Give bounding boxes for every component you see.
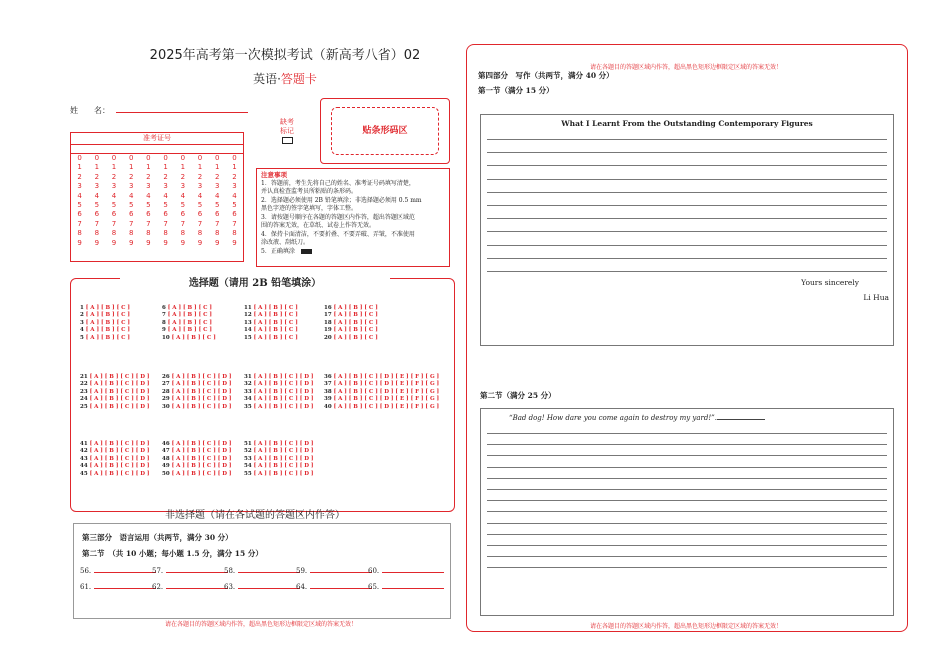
question-55[interactable]: 55 [ A ] [ B ] [ C ] [ D ] <box>244 470 314 477</box>
digit-bubble[interactable]: 3 <box>111 182 117 191</box>
digit-bubble[interactable]: 2 <box>146 172 151 181</box>
story-box[interactable] <box>480 408 894 616</box>
question-16[interactable]: 16 [ A ] [ B ] [ C ] <box>324 305 378 311</box>
digit-bubble[interactable]: 2 <box>128 172 134 181</box>
ticket-digit-column[interactable] <box>140 154 157 248</box>
question-20[interactable]: 20 [ A ] [ B ] [ C ] <box>324 334 378 341</box>
digit-bubble[interactable]: 6 <box>77 210 82 219</box>
question-39[interactable]: 39 [ A ] [ B ] [ C ] [ D ] [ E ] [ F ] [ G ] <box>324 396 440 403</box>
digit-bubble[interactable]: 7 <box>111 219 117 228</box>
story-prompt: “Bad dog! How dare you come again to destroy my yard!”. <box>509 413 765 422</box>
digit-bubble[interactable]: 3 <box>146 182 151 191</box>
digit-bubble[interactable]: 9 <box>180 238 186 247</box>
digit-bubble[interactable]: 5 <box>128 201 134 210</box>
writing-line[interactable] <box>487 152 887 153</box>
digit-bubble[interactable]: 2 <box>163 172 168 181</box>
essay-title: What I Learnt From the Outstanding Contemporary Figures <box>561 119 813 128</box>
digit-bubble[interactable]: 4 <box>163 191 168 200</box>
question-51[interactable]: 51 [ A ] [ B ] [ C ] [ D ] <box>244 441 314 447</box>
question-18[interactable]: 18 [ A ] [ B ] [ C ] <box>324 319 378 326</box>
ticket-label: 准考证号 <box>71 133 243 145</box>
digit-bubble[interactable]: 9 <box>197 238 203 247</box>
ticket-digit-column[interactable] <box>226 154 243 248</box>
digit-bubble[interactable]: 0 <box>197 154 203 162</box>
digit-bubble[interactable]: 4 <box>94 191 100 200</box>
ticket-digit-columns <box>71 154 243 248</box>
question-32[interactable]: 32 [ A ] [ B ] [ C ] [ D ] <box>244 381 314 388</box>
name-field[interactable] <box>116 104 248 113</box>
blank-line[interactable] <box>310 582 372 589</box>
digit-bubble[interactable]: 6 <box>163 210 168 219</box>
question-21[interactable]: 21 [ A ] [ B ] [ C ] [ D ] <box>80 374 150 380</box>
question-36[interactable]: 36 [ A ] [ B ] [ C ] [ D ] [ E ] [ F ] [ G ] <box>324 374 440 380</box>
question-17[interactable]: 17 [ A ] [ B ] [ C ] <box>324 312 378 319</box>
ticket-write-row[interactable] <box>71 145 243 154</box>
writing-line[interactable] <box>487 231 887 232</box>
digit-bubble[interactable]: 9 <box>77 238 82 247</box>
question-5[interactable]: 5 [ A ] [ B ] [ C ] <box>80 334 130 341</box>
digit-bubble[interactable]: 8 <box>163 229 168 238</box>
digit-bubble[interactable]: 3 <box>180 182 186 191</box>
digit-bubble[interactable]: 8 <box>232 229 237 238</box>
digit-bubble[interactable]: 0 <box>163 154 168 162</box>
writing-line[interactable] <box>487 467 887 468</box>
writing-line[interactable] <box>487 179 887 180</box>
signature: Li Hua <box>863 293 889 302</box>
question-1[interactable]: 1 [ A ] [ B ] [ C ] <box>80 305 130 311</box>
writing-line[interactable] <box>487 534 887 535</box>
digit-bubble[interactable]: 3 <box>77 182 82 191</box>
question-8[interactable]: 8 [ A ] [ B ] [ C ] <box>162 319 212 326</box>
writing-line[interactable] <box>487 139 887 140</box>
blank-line[interactable] <box>310 566 372 573</box>
writing-line[interactable] <box>487 511 887 512</box>
digit-bubble[interactable]: 4 <box>128 191 134 200</box>
instruction-line: 1．答题前，考生先将自己的姓名、准考证号码填写清楚， <box>261 179 415 187</box>
blank-line[interactable] <box>382 566 444 573</box>
digit-bubble[interactable]: 4 <box>232 191 237 200</box>
absence-checkbox[interactable] <box>282 137 293 144</box>
writing-line[interactable] <box>487 218 887 219</box>
digit-bubble[interactable]: 6 <box>146 210 151 219</box>
question-7[interactable]: 7 [ A ] [ B ] [ C ] <box>162 312 212 319</box>
blank-item[interactable]: 63. <box>224 582 300 591</box>
writing-line[interactable] <box>487 455 887 456</box>
digit-bubble[interactable]: 1 <box>214 163 220 172</box>
digit-bubble[interactable]: 7 <box>214 219 220 228</box>
right-warning-top: 请在各题目的答题区域内作答，超出黑色矩形边框限定区域的答案无效！ <box>589 64 782 71</box>
writing-line[interactable] <box>487 433 887 434</box>
blank-item[interactable]: 57. <box>152 566 228 575</box>
question-41[interactable]: 41 [ A ] [ B ] [ C ] [ D ] <box>80 441 150 447</box>
digit-bubble[interactable]: 6 <box>94 210 100 219</box>
writing-line[interactable] <box>487 245 887 246</box>
digit-bubble[interactable]: 6 <box>180 210 186 219</box>
digit-bubble[interactable]: 9 <box>128 238 134 247</box>
digit-bubble[interactable]: 2 <box>94 172 100 181</box>
mc-title: 选择题（请用 2B 铅笔填涂） <box>120 274 390 289</box>
blank-line[interactable] <box>166 582 228 589</box>
name-label: 姓 名： <box>70 106 110 115</box>
blank-item[interactable]: 56. <box>80 566 156 575</box>
blank-line[interactable] <box>94 582 156 589</box>
name-row <box>70 104 248 116</box>
question-25[interactable]: 25 [ A ] [ B ] [ C ] [ D ] <box>80 403 150 410</box>
writing-line[interactable] <box>487 567 887 568</box>
digit-bubble[interactable]: 8 <box>197 229 203 238</box>
digit-bubble[interactable]: 3 <box>232 182 237 191</box>
digit-bubble[interactable]: 3 <box>197 182 203 191</box>
part4-heading: 第四部分 写作（共两节，满分 40 分） <box>478 71 614 80</box>
blank-line[interactable] <box>382 582 444 589</box>
digit-bubble[interactable]: 6 <box>197 210 203 219</box>
question-34[interactable]: 34 [ A ] [ B ] [ C ] [ D ] <box>244 396 314 403</box>
writing-line[interactable] <box>487 556 887 557</box>
digit-bubble[interactable]: 7 <box>163 219 168 228</box>
digit-bubble[interactable]: 4 <box>77 191 82 200</box>
question-6[interactable]: 6 [ A ] [ B ] [ C ] <box>162 305 212 311</box>
instruction-line: 4．保持卡面清洁，不要折叠、不要弄破、弄皱，不准使用 <box>261 230 415 238</box>
question-52[interactable]: 52 [ A ] [ B ] [ C ] [ D ] <box>244 448 314 455</box>
digit-bubble[interactable]: 8 <box>146 229 151 238</box>
absence-label-1: 缺考 <box>280 118 294 126</box>
question-12[interactable]: 12 [ A ] [ B ] [ C ] <box>244 312 298 319</box>
instruction-line: 涂改液、刮纸刀。 <box>261 239 310 246</box>
ticket-digit-column[interactable] <box>123 154 140 248</box>
digit-bubble[interactable]: 3 <box>163 182 168 191</box>
instruction-line: 3．请按题号顺序在各题的答题区内作答，超出答题区域范 <box>261 213 415 221</box>
blank-line[interactable] <box>238 582 300 589</box>
digit-bubble[interactable]: 6 <box>232 210 237 219</box>
digit-bubble[interactable]: 7 <box>94 219 100 228</box>
question-47[interactable]: 47 [ A ] [ B ] [ C ] [ D ] <box>162 448 232 455</box>
instructions-heading: 注意事项 <box>261 171 287 179</box>
digit-bubble[interactable]: 3 <box>94 182 100 191</box>
barcode-area <box>320 98 450 164</box>
digit-bubble[interactable]: 0 <box>77 154 82 162</box>
question-53[interactable]: 53 [ A ] [ B ] [ C ] [ D ] <box>244 455 314 462</box>
writing-section1-heading: 第一节（满分 15 分） <box>478 86 554 95</box>
digit-bubble[interactable]: 5 <box>232 201 237 210</box>
digit-bubble[interactable]: 6 <box>128 210 134 219</box>
blank-item[interactable]: 65. <box>368 582 444 591</box>
writing-line[interactable] <box>487 478 887 479</box>
writing-line[interactable] <box>487 545 887 546</box>
digit-bubble[interactable]: 0 <box>111 154 117 162</box>
question-11[interactable]: 11 [ A ] [ B ] [ C ] <box>244 305 298 311</box>
question-4[interactable]: 4 [ A ] [ B ] [ C ] <box>80 327 130 334</box>
blank-line[interactable] <box>94 566 156 573</box>
question-10[interactable]: 10 [ A ] [ B ] [ C ] <box>162 334 216 341</box>
writing-line[interactable] <box>487 523 887 524</box>
question-49[interactable]: 49 [ A ] [ B ] [ C ] [ D ] <box>162 463 232 470</box>
question-24[interactable]: 24 [ A ] [ B ] [ C ] [ D ] <box>80 396 150 403</box>
digit-bubble[interactable]: 2 <box>232 172 237 181</box>
digit-bubble[interactable]: 5 <box>180 201 186 210</box>
digit-bubble[interactable]: 0 <box>146 154 151 162</box>
blank-item[interactable]: 58. <box>224 566 300 575</box>
question-15[interactable]: 15 [ A ] [ B ] [ C ] <box>244 334 298 341</box>
digit-bubble[interactable]: 1 <box>232 163 237 172</box>
digit-bubble[interactable]: 5 <box>111 201 117 210</box>
digit-bubble[interactable]: 2 <box>111 172 117 181</box>
writing-line[interactable] <box>487 489 887 490</box>
question-45[interactable]: 45 [ A ] [ B ] [ C ] [ D ] <box>80 470 150 477</box>
digit-bubble[interactable]: 5 <box>214 201 220 210</box>
digit-bubble[interactable]: 1 <box>180 163 186 172</box>
instruction-line: 围的答案无效，在草纸、试卷上作答无效。 <box>261 222 376 229</box>
blank-line[interactable] <box>166 566 228 573</box>
digit-bubble[interactable]: 0 <box>180 154 186 162</box>
blank-item[interactable]: 59. <box>296 566 372 575</box>
digit-bubble[interactable]: 9 <box>146 238 151 247</box>
digit-bubble[interactable]: 0 <box>232 154 237 162</box>
digit-bubble[interactable]: 1 <box>163 163 168 172</box>
digit-bubble[interactable]: 8 <box>94 229 100 238</box>
question-43[interactable]: 43 [ A ] [ B ] [ C ] [ D ] <box>80 455 150 462</box>
question-13[interactable]: 13 [ A ] [ B ] [ C ] <box>244 319 298 326</box>
digit-bubble[interactable]: 8 <box>214 229 220 238</box>
digit-bubble[interactable]: 7 <box>146 219 151 228</box>
digit-bubble[interactable]: 8 <box>111 229 117 238</box>
closing: Yours sincerely <box>801 278 859 287</box>
question-42[interactable]: 42 [ A ] [ B ] [ C ] [ D ] <box>80 448 150 455</box>
digit-bubble[interactable]: 4 <box>146 191 151 200</box>
digit-bubble[interactable]: 1 <box>77 163 82 172</box>
absence-label-2: 标记 <box>280 127 294 135</box>
question-19[interactable]: 19 [ A ] [ B ] [ C ] <box>324 327 378 334</box>
digit-bubble[interactable]: 7 <box>77 219 82 228</box>
digit-bubble[interactable]: 7 <box>128 219 134 228</box>
subject-label: 英语 <box>253 72 278 86</box>
digit-bubble[interactable]: 4 <box>197 191 203 200</box>
digit-bubble[interactable]: 9 <box>214 238 220 247</box>
digit-bubble[interactable]: 2 <box>214 172 220 181</box>
question-48[interactable]: 48 [ A ] [ B ] [ C ] [ D ] <box>162 455 232 462</box>
writing-line[interactable] <box>487 192 887 193</box>
question-23[interactable]: 23 [ A ] [ B ] [ C ] [ D ] <box>80 388 150 395</box>
digit-bubble[interactable]: 4 <box>214 191 220 200</box>
question-33[interactable]: 33 [ A ] [ B ] [ C ] [ D ] <box>244 388 314 395</box>
ticket-digit-column[interactable] <box>174 154 191 248</box>
writing-section2-heading: 第二节（满分 25 分） <box>480 391 556 400</box>
digit-bubble[interactable]: 3 <box>214 182 220 191</box>
digit-bubble[interactable]: 8 <box>77 229 82 238</box>
ticket-digit-column[interactable] <box>105 154 122 248</box>
writing-line[interactable] <box>487 165 887 166</box>
question-37[interactable]: 37 [ A ] [ B ] [ C ] [ D ] [ E ] [ F ] [ G ] <box>324 381 440 388</box>
question-35[interactable]: 35 [ A ] [ B ] [ C ] [ D ] <box>244 403 314 410</box>
writing-line[interactable] <box>487 258 887 259</box>
digit-bubble[interactable]: 0 <box>214 154 220 162</box>
writing-line[interactable] <box>487 205 887 206</box>
card-label: 答题卡 <box>280 72 317 86</box>
question-54[interactable]: 54 [ A ] [ B ] [ C ] [ D ] <box>244 463 314 470</box>
instruction-line: 5．正确填涂 <box>261 248 445 257</box>
digit-bubble[interactable]: 1 <box>197 163 203 172</box>
digit-bubble[interactable]: 9 <box>94 238 100 247</box>
barcode-label: 贴条形码区 <box>331 107 439 155</box>
digit-bubble[interactable]: 8 <box>128 229 134 238</box>
question-29[interactable]: 29 [ A ] [ B ] [ C ] [ D ] <box>162 396 232 403</box>
digit-bubble[interactable]: 1 <box>94 163 100 172</box>
digit-bubble[interactable]: 5 <box>94 201 100 210</box>
digit-bubble[interactable]: 6 <box>214 210 220 219</box>
left-warning: 请在各题目的答题区域内作答，超出黑色矩形边框限定区域的答案无效！ <box>164 621 357 628</box>
digit-bubble[interactable]: 2 <box>180 172 186 181</box>
essay-box[interactable] <box>480 114 894 346</box>
instruction-line: 黑色字迹的签字笔填写，字体工整。 <box>261 205 358 212</box>
digit-bubble[interactable]: 3 <box>128 182 134 191</box>
digit-bubble[interactable]: 4 <box>180 191 186 200</box>
digit-bubble[interactable]: 5 <box>77 201 82 210</box>
writing-line[interactable] <box>487 444 887 445</box>
instruction-line: 2．选择题必须使用 2B 铅笔填涂；非选择题必须用 0.5 mm <box>261 196 422 204</box>
question-3[interactable]: 3 [ A ] [ B ] [ C ] <box>80 319 130 326</box>
correct-fill-sample <box>301 249 312 254</box>
question-44[interactable]: 44 [ A ] [ B ] [ C ] [ D ] <box>80 463 150 470</box>
blank-item[interactable]: 64. <box>296 582 372 591</box>
digit-bubble[interactable]: 9 <box>232 238 237 247</box>
digit-bubble[interactable]: 7 <box>180 219 186 228</box>
right-warning-bottom: 请在各题目的答题区域内作答，超出黑色矩形边框限定区域的答案无效！ <box>589 623 782 630</box>
part3-box <box>73 523 451 619</box>
ticket-digit-column[interactable] <box>191 154 208 248</box>
absence-mark <box>280 118 294 144</box>
digit-bubble[interactable]: 4 <box>111 191 117 200</box>
digit-bubble[interactable]: 5 <box>146 201 151 210</box>
question-2[interactable]: 2 [ A ] [ B ] [ C ] <box>80 312 130 319</box>
ticket-number-grid <box>70 132 244 262</box>
digit-bubble[interactable]: 5 <box>163 201 168 210</box>
question-30[interactable]: 30 [ A ] [ B ] [ C ] [ D ] <box>162 403 232 410</box>
question-22[interactable]: 22 [ A ] [ B ] [ C ] [ D ] <box>80 381 150 388</box>
ticket-digit-column[interactable] <box>209 154 226 248</box>
digit-bubble[interactable]: 9 <box>163 238 168 247</box>
card-subtitle <box>150 70 420 87</box>
title-separator: · <box>277 72 281 86</box>
instruction-line: 并认真检查监考员所粘贴的条形码。 <box>261 188 358 195</box>
question-26[interactable]: 26 [ A ] [ B ] [ C ] [ D ] <box>162 374 232 380</box>
digit-bubble[interactable]: 6 <box>111 210 117 219</box>
digit-bubble[interactable]: 0 <box>94 154 100 162</box>
question-9[interactable]: 9 [ A ] [ B ] [ C ] <box>162 327 212 334</box>
instructions-box <box>256 168 450 267</box>
question-31[interactable]: 31 [ A ] [ B ] [ C ] [ D ] <box>244 374 314 380</box>
question-28[interactable]: 28 [ A ] [ B ] [ C ] [ D ] <box>162 388 232 395</box>
question-38[interactable]: 38 [ A ] [ B ] [ C ] [ D ] [ E ] [ F ] [ G ] <box>324 388 440 395</box>
digit-bubble[interactable]: 2 <box>197 172 203 181</box>
question-14[interactable]: 14 [ A ] [ B ] [ C ] <box>244 327 298 334</box>
digit-bubble[interactable]: 1 <box>146 163 151 172</box>
ticket-digit-column[interactable] <box>88 154 105 248</box>
digit-bubble[interactable]: 9 <box>111 238 117 247</box>
exam-title: 2025年高考第一次模拟考试（新高考八省）02 <box>149 48 421 63</box>
ticket-digit-column[interactable] <box>71 154 88 248</box>
blank-line[interactable] <box>238 566 300 573</box>
question-40[interactable]: 40 [ A ] [ B ] [ C ] [ D ] [ E ] [ F ] [ G ] <box>324 403 440 410</box>
blank-item[interactable]: 62. <box>152 582 228 591</box>
digit-bubble[interactable]: 7 <box>197 219 203 228</box>
digit-bubble[interactable]: 7 <box>232 219 237 228</box>
blank-item[interactable]: 61. <box>80 582 156 591</box>
digit-bubble[interactable]: 1 <box>111 163 117 172</box>
ticket-digit-column[interactable] <box>157 154 174 248</box>
digit-bubble[interactable]: 1 <box>128 163 134 172</box>
question-50[interactable]: 50 [ A ] [ B ] [ C ] [ D ] <box>162 470 232 477</box>
writing-line[interactable] <box>487 271 887 272</box>
non-mc-title: 非选择题（请在各试题的答题区内作答） <box>165 510 345 521</box>
writing-line[interactable] <box>487 500 887 501</box>
digit-bubble[interactable]: 2 <box>77 172 82 181</box>
blank-item[interactable]: 60. <box>368 566 444 575</box>
question-27[interactable]: 27 [ A ] [ B ] [ C ] [ D ] <box>162 381 232 388</box>
question-46[interactable]: 46 [ A ] [ B ] [ C ] [ D ] <box>162 441 232 447</box>
digit-bubble[interactable]: 5 <box>197 201 203 210</box>
part3-section2-heading: 第二节 （共 10 小题；每小题 1.5 分，满分 15 分） <box>82 549 263 558</box>
digit-bubble[interactable]: 8 <box>180 229 186 238</box>
part3-heading: 第三部分 语言运用（共两节，满分 30 分） <box>82 533 233 542</box>
digit-bubble[interactable]: 0 <box>128 154 134 162</box>
